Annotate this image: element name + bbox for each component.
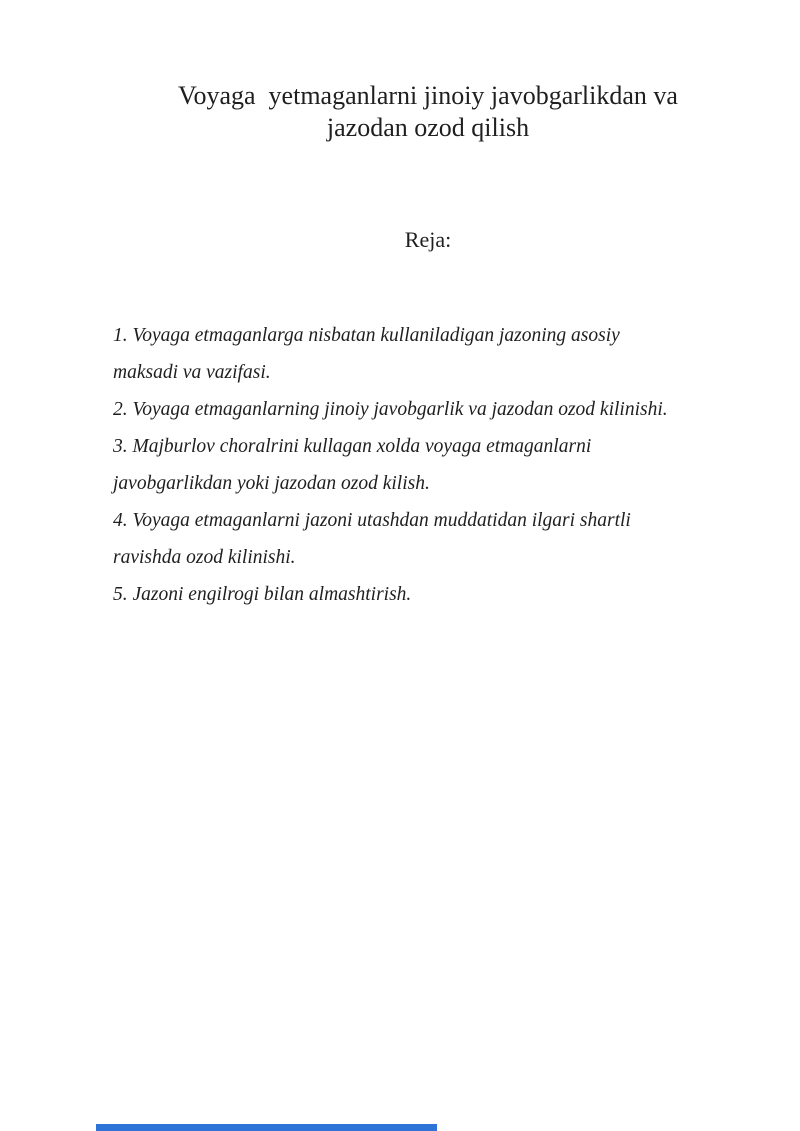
- list-item-line: javobgarlikdan yoki jazodan ozod kilish.: [113, 473, 430, 494]
- list-item-line: 2. Voyaga etmaganlarning jinoiy javobgarlik va jazodan ozod kilinishi.: [113, 399, 668, 420]
- plan-list: [113, 317, 743, 613]
- list-item-line: maksadi va vazifasi.: [113, 362, 271, 383]
- list-item-line: ravishda ozod kilinishi.: [113, 547, 296, 568]
- list-item-line: 3. Majburlov choralrini kullagan xolda voyaga etmaganlarni: [113, 436, 592, 457]
- list-item: [113, 502, 743, 576]
- document-title: [113, 80, 743, 144]
- document-title-line-1: Voyaga yetmaganlarni jinoiy javobgarlikdan va: [178, 81, 678, 110]
- list-item: [113, 317, 743, 391]
- list-item: [113, 391, 743, 428]
- list-item: [113, 576, 743, 613]
- list-item: [113, 428, 743, 502]
- document-title-line-2: jazodan ozod qilish: [326, 113, 530, 142]
- list-item-line: 1. Voyaga etmaganlarga nisbatan kullaniladigan jazoning asosiy: [113, 325, 620, 346]
- bottom-progress-bar: [96, 1124, 437, 1131]
- list-item-line: 4. Voyaga etmaganlarni jazoni utashdan muddatidan ilgari shartli: [113, 510, 631, 531]
- plan-heading: Reja:: [404, 227, 452, 252]
- list-item-line: 5. Jazoni engilrogi bilan almashtirish.: [113, 584, 412, 605]
